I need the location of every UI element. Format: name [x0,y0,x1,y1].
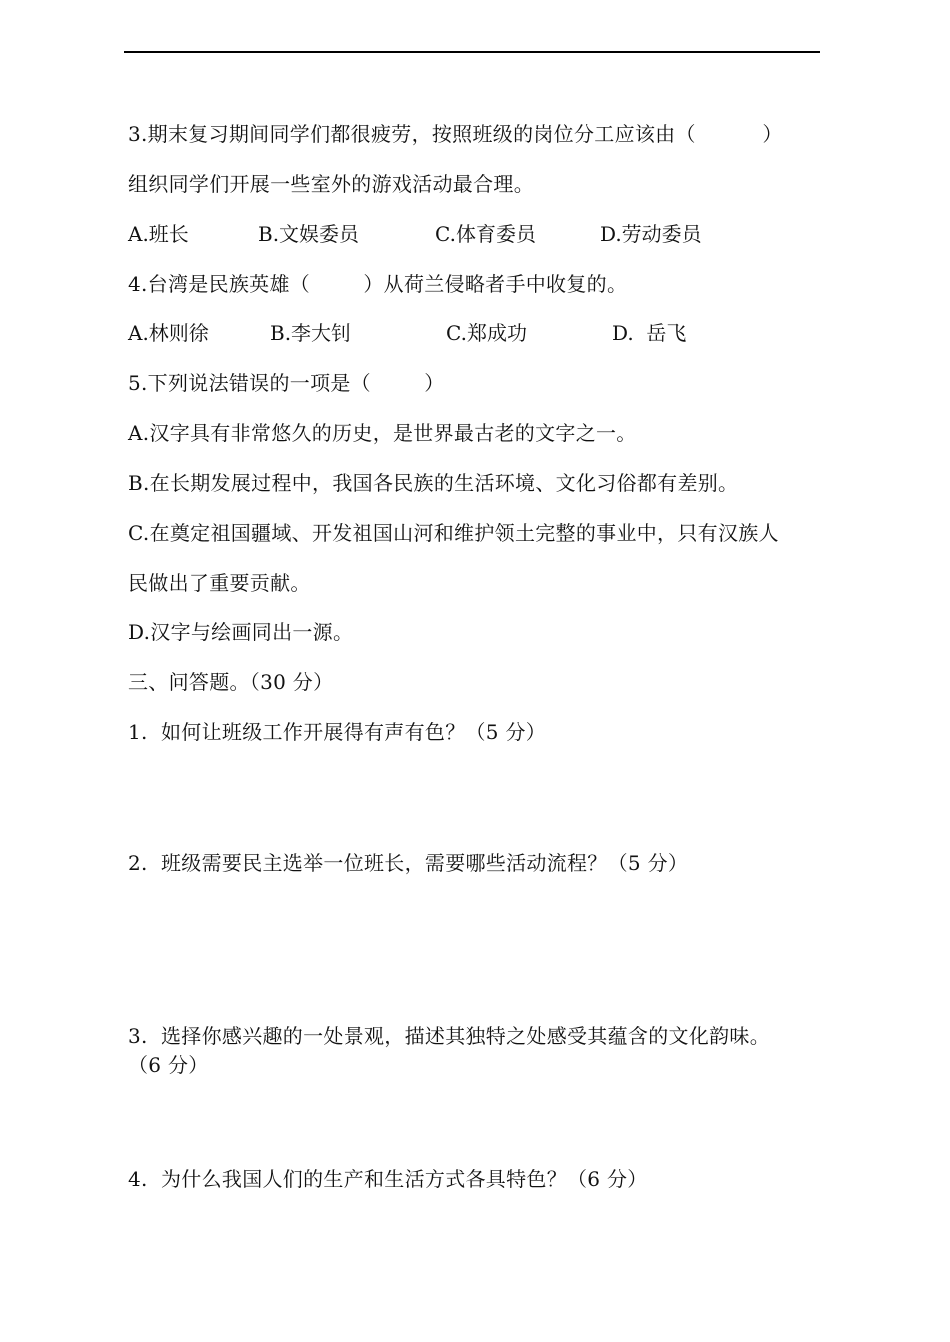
q5-statement-c-line2: 民做出了重要贡献。 [128,571,311,595]
q3-option-a: A.班长 [128,222,189,246]
q4-option-a: A.林则徐 [128,321,209,345]
q4-option-d: D. 岳飞 [612,321,687,345]
section3-question-2: 2. 班级需要民主选举一位班长，需要哪些活动流程？（5 分） [128,851,689,875]
section3-question-3-line2: （6 分） [128,1053,209,1077]
q5-statement-c-line1: C.在奠定祖国疆域、开发祖国山河和维护领土完整的事业中，只有汉族人 [128,521,779,545]
q3-option-d: D.劳动委员 [600,222,702,246]
q4-option-b: B.李大钊 [270,321,352,345]
q4-option-c: C.郑成功 [446,321,527,345]
q3-stem-line1: 3.期末复习期间同学们都很疲劳，按照班级的岗位分工应该由（ ） [128,122,783,146]
q3-option-c: C.体育委员 [435,222,536,246]
q3-option-b: B.文娱委员 [258,222,360,246]
section3-title: 三、问答题。（30 分） [128,670,334,694]
q5-statement-d: D.汉字与绘画同出一源。 [128,620,354,644]
section3-question-1: 1. 如何让班级工作开展得有声有色？（5 分） [128,720,547,744]
section3-question-3-line1: 3. 选择你感兴趣的一处景观，描述其独特之处感受其蕴含的文化韵味。 [128,1024,770,1048]
q4-stem: 4.台湾是民族英雄（ ）从荷兰侵略者手中收复的。 [128,272,628,296]
section3-question-4: 4. 为什么我国人们的生产和生活方式各具特色？（6 分） [128,1167,648,1191]
q5-stem: 5.下列说法错误的一项是（ ） [128,371,445,395]
q3-stem-line2: 组织同学们开展一些室外的游戏活动最合理。 [128,172,534,196]
header-rule [124,51,820,53]
q5-statement-a: A.汉字具有非常悠久的历史，是世界最古老的文字之一。 [128,421,637,445]
q5-statement-b: B.在长期发展过程中，我国各民族的生活环境、文化习俗都有差别。 [128,471,739,495]
